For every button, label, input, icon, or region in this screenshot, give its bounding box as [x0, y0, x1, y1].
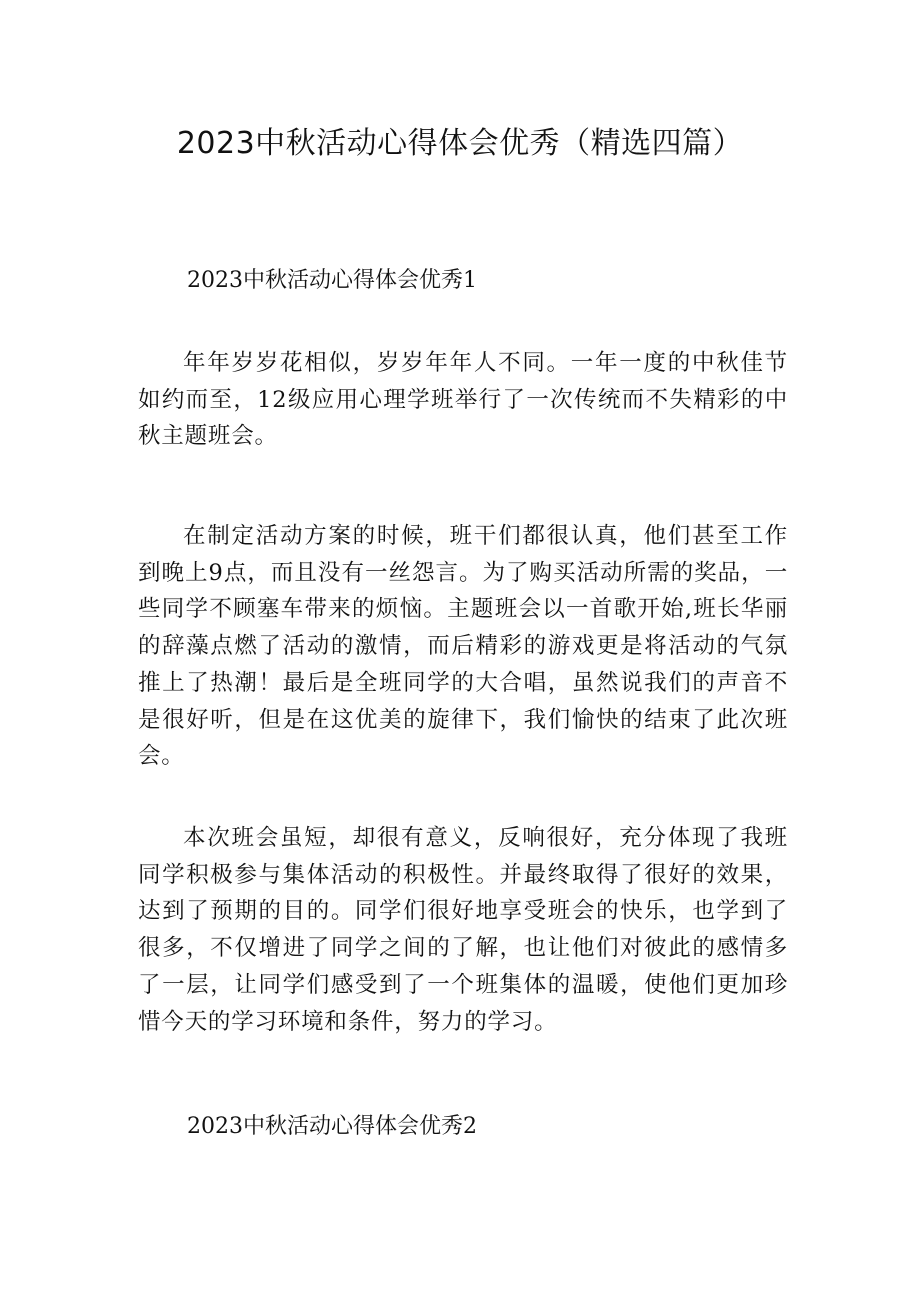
section-heading-1: 2023中秋活动心得体会优秀1: [187, 268, 477, 293]
paragraph-2: 在制定活动方案的时候，班干们都很认真，他们甚至工作到晚上9点，而且没有一丝怨言。为了购买活动所需的奖品，一些同学不顾塞车带来的烦恼。主题班会以一首歌开始,班长华丽的辞藻点燃了活动的激情，而后精彩的游戏更是将活动的气氛推上了热潮！最后是全班同学的大合唱，虽然说我们的声音不是很好听，但是在这优美的旋律下，我们愉快的结束了此次班会。: [138, 523, 788, 770]
paragraph-3: 本次班会虽短，却很有意义，反响很好，充分体现了我班同学积极参与集体活动的积极性。并最终取得了很好的效果，达到了预期的目的。同学们很好地享受班会的快乐，也学到了很多，不仅增进了同学之间的了解，也让他们对彼此的感情多了一层，让同学们感受到了一个班集体的温暖，使他们更加珍惜今天的学习环境和条件，努力的学习。: [138, 825, 788, 1035]
paragraph-1: 年年岁岁花相似，岁岁年年人不同。一年一度的中秋佳节如约而至，12级应用心理学班举行了一次传统而不失精彩的中秋主题班会。: [138, 350, 788, 450]
section-heading-2: 2023中秋活动心得体会优秀2: [187, 1114, 477, 1139]
document-title: 2023中秋活动心得体会优秀（精选四篇）: [176, 126, 744, 161]
